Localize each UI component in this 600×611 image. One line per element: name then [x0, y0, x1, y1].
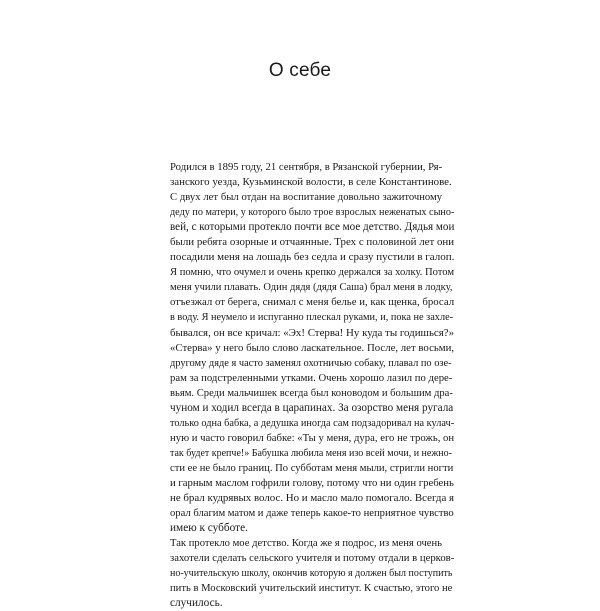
- text-line: Родился в 1895 году, 21 сентября, в Рязанской губернии, Ря-: [170, 161, 443, 173]
- text-line: ную и часто говорил бабке: «Ты у меня, дура, его не трожь, он: [170, 431, 455, 444]
- text-line: чуном и ходил всегда в царапинах. За озорство меня ругала: [170, 401, 454, 414]
- text-line: так будет крепче!» Бабушка любила меня изо всей мочи, и нежно-: [170, 447, 452, 459]
- text-line: рам за подстреленными утками. Очень хорошо лазил по дере-: [170, 371, 453, 384]
- text-line: посадили меня на лошадь без седла и сразу пустили в галоп.: [170, 251, 455, 264]
- text-line: отъезжал от берега, снимал с меня белье и, как щенка, бросал: [170, 296, 455, 309]
- text-line: Я помню, что очумел и очень крепко держался за холку. Потом: [170, 267, 455, 279]
- text-line: Так протекло мое детство. Когда же я подрос, из меня очень: [170, 538, 442, 550]
- page-title: О себе: [268, 60, 332, 81]
- text-line: вьям. Среди мальчишек всегда был коноводом и большим дра-: [170, 387, 453, 399]
- text-line: только одна бабка, а дедушка иногда сам подзадоривал на кулач-: [170, 417, 455, 429]
- text-line: захотели сделать сельского учителя и потому отдали в церков-: [170, 552, 455, 565]
- text-line: занского уезда, Кузьминской волости, в селе Константинове.: [170, 176, 452, 189]
- paragraph-1: [158, 160, 452, 190]
- page-body: [158, 160, 455, 611]
- text-line: орал благим матом и даже теперь какое-то неприятное чувство: [170, 508, 454, 520]
- text-line: деду по матери, у которого было трое взрослых неженатых сыно-: [170, 207, 455, 219]
- text-line: вей, с которыми протекло почти все мое детство. Дядья мои: [170, 221, 455, 234]
- text-line: в воду. Я неумело и испуганно плескал руками, и, пока не захле-: [170, 312, 454, 324]
- text-line: С двух лет был отдан на воспитание довольно зажиточному: [170, 192, 442, 204]
- text-line: пить в Московский учительский институт. К счастью, этого не: [170, 583, 453, 595]
- text-line: сти ее не было границ. По субботам меня мыли, стригли ногти: [170, 462, 454, 474]
- text-line: были ребята озорные и отчаянные. Трех с половиной лет они: [170, 236, 455, 249]
- text-line: имею к субботе.: [170, 522, 248, 535]
- paragraph-3: [158, 536, 455, 611]
- text-line: бывался, он все кричал: «Эх! Стерва! Ну куда ты годишься?»: [170, 326, 455, 339]
- text-line: но-учительскую школу, окончив которую я должен был поступить: [170, 568, 453, 580]
- paragraph-2: [158, 190, 455, 536]
- text-line: не брал кудрявых волос. Но и масло мало помогало. Всегда я: [170, 492, 455, 505]
- text-line: и гарным маслом гофрили голову, потому что ни один гребень: [170, 476, 454, 489]
- text-line: случилось.: [170, 597, 223, 610]
- text-line: другому дяде я часто заменял охотничью собаку, плавал по озе-: [170, 357, 452, 369]
- text-line: «Стерва» у него было слово ласкательное. После, лет восьми,: [170, 341, 455, 354]
- text-line: меня учили плавать. Один дядя (дядя Саша) брал меня в лодку,: [170, 282, 453, 294]
